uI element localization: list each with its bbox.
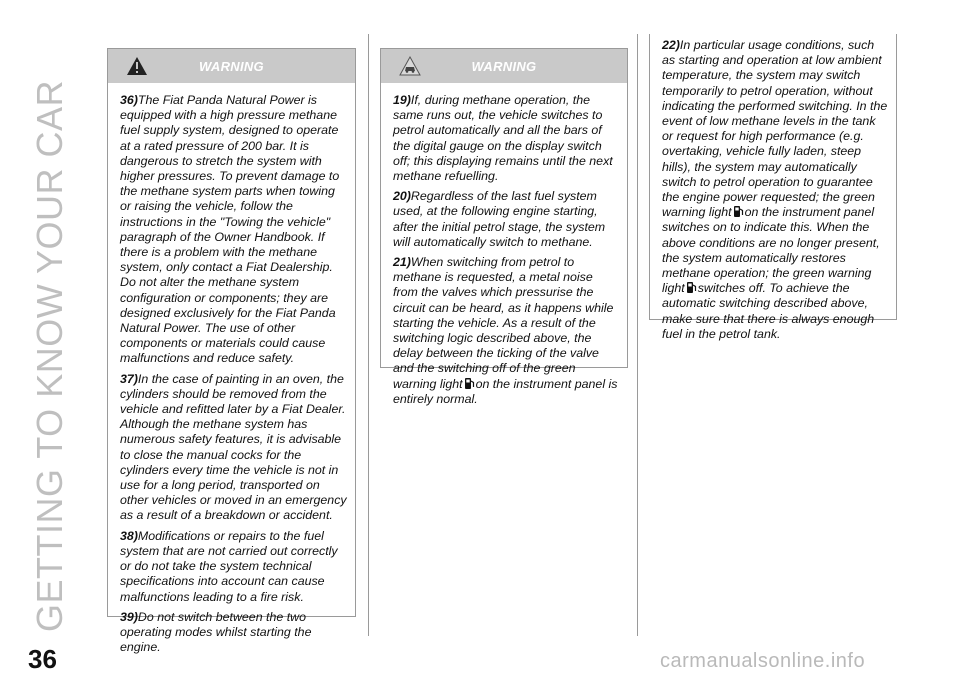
info-box-3 <box>649 34 897 341</box>
note-paragraph: 22)In particular usage conditions, such as starting and operation at low ambient temperature, the system may switch temporarily to petrol operation, without indicating the performed switching. In the event of low methane levels in the tank or request for high performance (e.g. overtaking, vehicle fully laden, steep hills), the system may automatically switch to petrol operation to guarantee the engine power requested; the green warning light on the instrument panel switches on to indicate this. When the above conditions are no longer present, the system automatically restores methane operation; the green warning light switches off. To achieve the automatic switching described above, make sure that there is always enough fuel in the petrol tank. <box>662 38 888 341</box>
page-number: 36 <box>28 644 57 674</box>
column-divider-1 <box>368 34 369 636</box>
warning-header <box>381 49 627 83</box>
note-paragraph: 20)Regardless of the last fuel system used, at the following engine starting, after the initial petrol stage, the system will automatically switch to methane. <box>393 189 606 249</box>
note-paragraph: 38)Modifications or repairs to the fuel system that are not carried out correctly or do not take the system technical specifications into account can cause malfunctions leading to a fire risk. <box>120 528 338 604</box>
car-warning-icon <box>399 56 421 76</box>
warning-title: WARNING <box>199 58 264 74</box>
warning-box-2 <box>380 48 628 406</box>
warning-triangle-icon <box>126 56 148 76</box>
note-paragraph: 21)When switching from petrol to methane is requested, a metal noise from the valves which pressurise the circuit can be heard, as it happens while starting the vehicle. As a result of the switching logic described above, the delay between the ticking of the valve and the switching off of the green warning light on the instrument panel is entirely normal. <box>393 255 618 406</box>
note-paragraph: 39)Do not switch between the two operating modes whilst starting the engine. <box>120 609 312 655</box>
section-side-title: GETTING TO KNOW YOUR CAR <box>29 79 70 632</box>
note-paragraph: 19)If, during methane operation, the same runs out, the vehicle switches to petrol automatically and all the bars of the digital gauge on the display switch off; this displaying remains until the next methane refuelling. <box>393 93 613 184</box>
warning-box-1 <box>107 48 356 655</box>
watermark: carmanualsonline.info <box>660 650 866 672</box>
column-divider-2 <box>637 34 638 636</box>
fuel-pump-icon <box>733 205 744 218</box>
warning-title: WARNING <box>471 58 537 74</box>
note-paragraph: 37)In the case of painting in an oven, the cylinders should be removed from the vehicle and refitted later by a Fiat Dealer. Although the methane system has numerous safety features, it is advisable to close the manual cocks for the cylinders every time the vehicle is not in use for a long period, transported on other vehicles or moved in an emergency as a result of a breakdown or accident. <box>120 371 347 523</box>
fuel-pump-icon <box>686 281 697 294</box>
note-paragraph: 36)The Fiat Panda Natural Power is equipped with a high pressure methane fuel supply system, designed to operate at a rated pressure of 200 bar. It is dangerous to stretch the system with higher pressures. To prevent damage to the methane system parts when towing or raising the vehicle, follow the instructions in the "Towing the vehicle" paragraph of the Owner Handbook. If there is a problem with the methane system, only contact a Fiat Dealership. Do not alter the methane system configuration or components; they are designed exclusively for the Fiat Panda Natural Power. The use of other components or materials could cause malfunctions and reduce safety. <box>120 93 340 366</box>
warning-header <box>108 49 355 83</box>
fuel-pump-icon <box>464 377 475 390</box>
